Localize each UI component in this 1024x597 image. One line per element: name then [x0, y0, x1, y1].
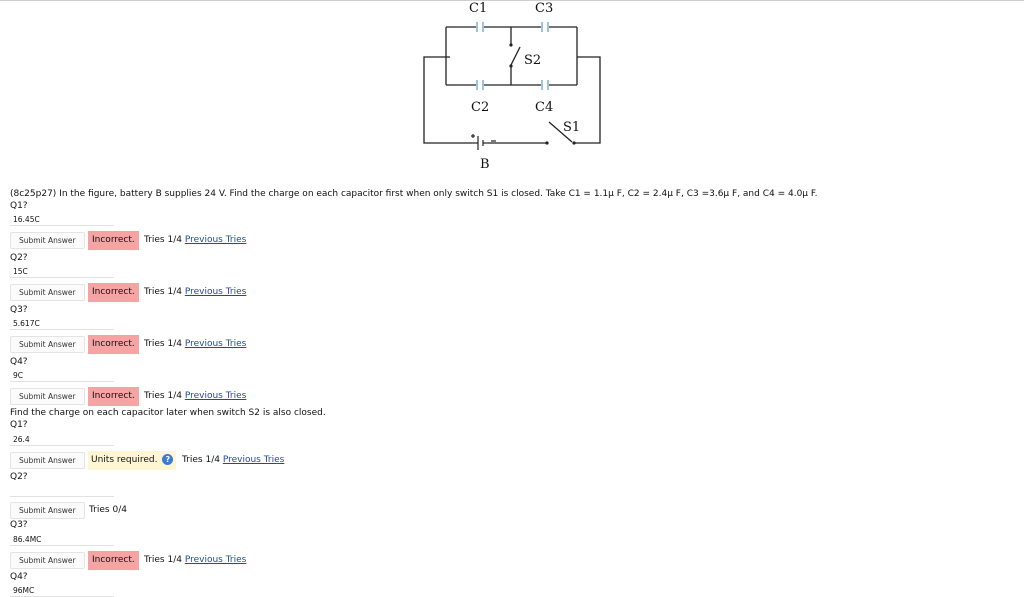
answer-field[interactable] [10, 213, 114, 226]
previous-tries-link[interactable]: Previous Tries [184, 555, 247, 565]
label-c4: C4 [535, 100, 554, 115]
tries-count: Tries 1/4 [144, 287, 182, 297]
submit-answer-button[interactable]: Submit Answer [10, 232, 85, 249]
units-required-badge [88, 451, 176, 470]
answer-field[interactable] [10, 584, 114, 597]
tries-count: Tries 1/4 [144, 339, 182, 349]
previous-tries-link[interactable]: Previous Tries [222, 455, 285, 465]
incorrect-badge: Incorrect. [88, 335, 139, 354]
question-label: Q4? [10, 357, 28, 367]
incorrect-badge: Incorrect. [88, 231, 139, 250]
tries-count: Tries 1/4 [144, 555, 182, 565]
incorrect-badge: Incorrect. [88, 283, 139, 302]
label-c2: C2 [471, 100, 490, 115]
followup-statement: Find the charge on each capacitor later when switch S2 is also closed. [10, 408, 326, 418]
previous-tries-link[interactable]: Previous Tries [184, 391, 247, 401]
question-label: Q4? [10, 572, 28, 582]
label-c1: C1 [469, 1, 488, 16]
answer-field[interactable] [10, 484, 114, 497]
circuit-figure [0, 0, 1024, 180]
incorrect-badge: Incorrect. [88, 387, 139, 406]
problem-statement: (8c25p27) In the figure, battery B supplies 24 V. Find the charge on each capacitor first when only switch S1 is closed. Take C1 = 1.1μ F, C2 = 2.4μ F, C3 =3.6μ F, and C4 = 4.0μ F. [10, 189, 818, 199]
submit-answer-button[interactable]: Submit Answer [10, 502, 85, 519]
tries-count: Tries 1/4 [182, 455, 220, 465]
units-required-text: Units required. [91, 455, 158, 465]
question-label: Q1? [10, 201, 28, 211]
previous-tries-link[interactable]: Previous Tries [184, 235, 247, 245]
submit-answer-button[interactable]: Submit Answer [10, 388, 85, 405]
submit-answer-button[interactable]: Submit Answer [10, 336, 85, 353]
tries-count: Tries 1/4 [144, 391, 182, 401]
tries-count: Tries 1/4 [144, 235, 182, 245]
label-b: B [480, 157, 490, 172]
submit-answer-button[interactable]: Submit Answer [10, 284, 85, 301]
previous-tries-link[interactable]: Previous Tries [184, 339, 247, 349]
answer-field[interactable] [10, 369, 114, 382]
submit-answer-button[interactable]: Submit Answer [10, 452, 85, 469]
label-s2: S2 [524, 53, 542, 68]
question-label: Q2? [10, 253, 28, 263]
previous-tries-link[interactable]: Previous Tries [184, 287, 247, 297]
question-label: Q1? [10, 420, 28, 430]
label-s1: S1 [563, 120, 581, 135]
help-icon[interactable]: ? [162, 454, 173, 465]
answer-field[interactable] [10, 533, 114, 546]
tries-count: Tries 0/4 [89, 505, 127, 515]
answer-field[interactable] [10, 433, 114, 446]
question-label: Q3? [10, 520, 28, 530]
battery-symbol [471, 134, 496, 150]
submit-answer-button[interactable]: Submit Answer [10, 552, 85, 569]
label-c3: C3 [535, 1, 554, 16]
incorrect-badge: Incorrect. [88, 551, 139, 570]
answer-field[interactable] [10, 265, 114, 278]
question-label: Q2? [10, 472, 28, 482]
question-label: Q3? [10, 305, 28, 315]
answer-field[interactable] [10, 317, 114, 330]
